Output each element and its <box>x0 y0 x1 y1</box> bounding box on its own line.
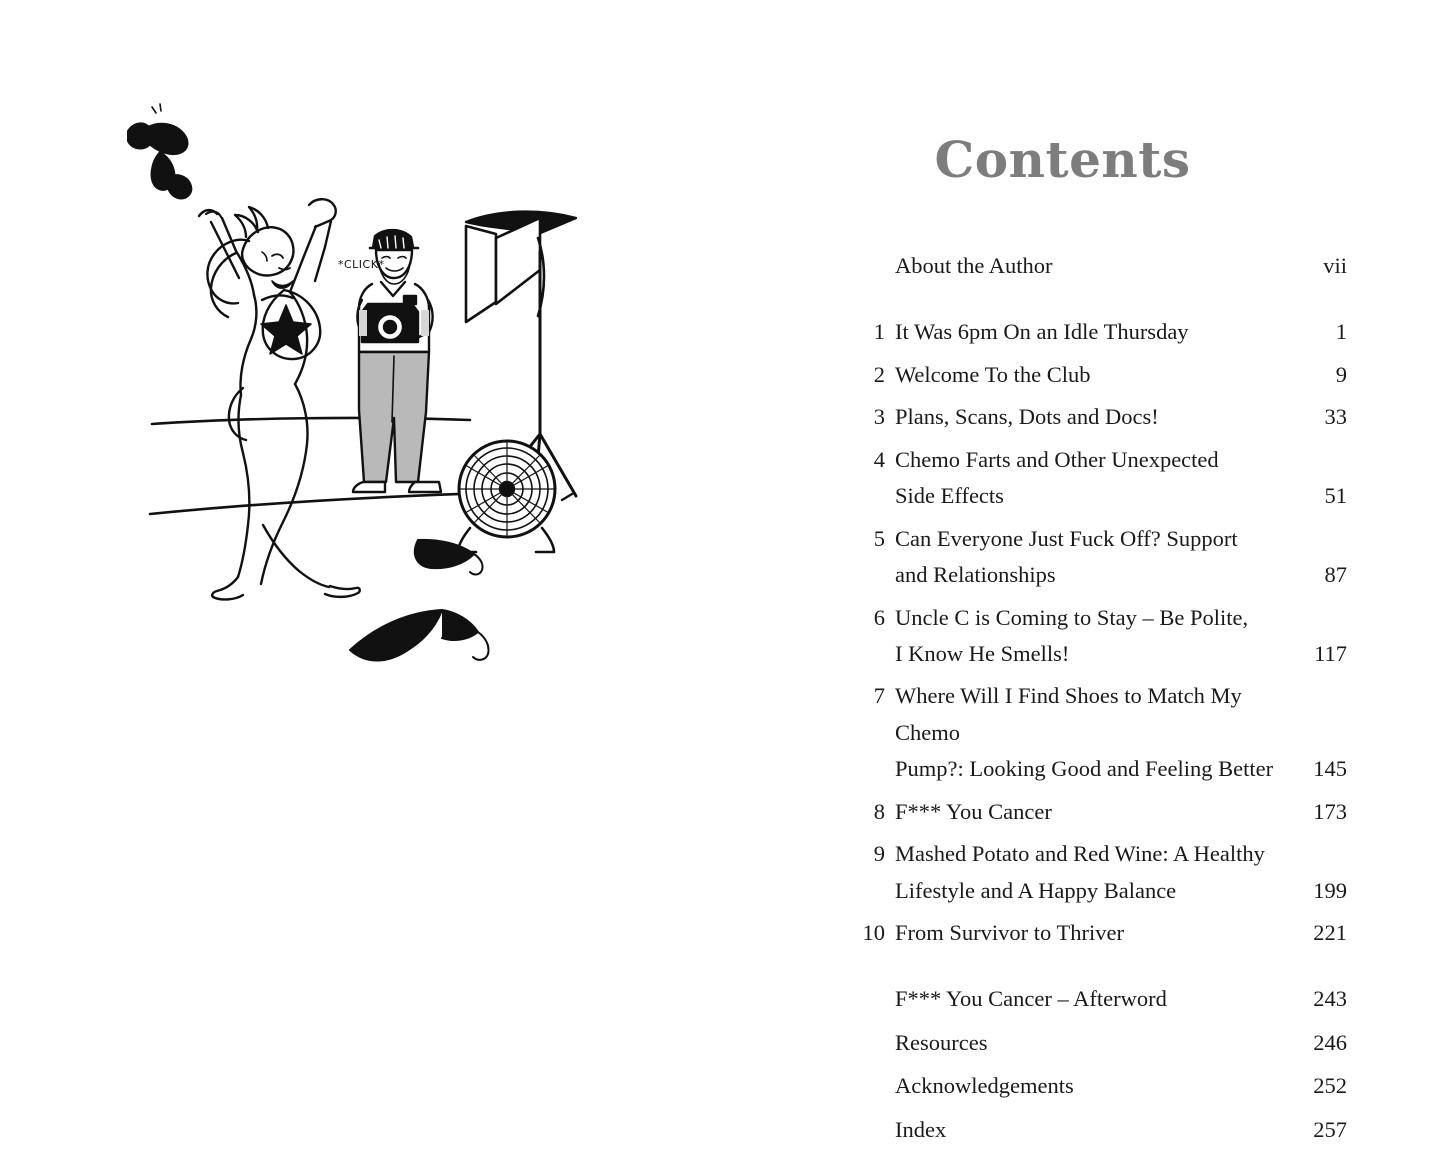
toc-entry-afterword[interactable] <box>855 981 1347 1017</box>
toc-label: From Survivor to Thriver <box>895 920 1124 945</box>
toc-label <box>895 442 1289 515</box>
toc-number: 6 <box>873 604 885 630</box>
toc-label-line-1: Can Everyone Just Fuck Off? Support <box>895 525 1238 551</box>
toc-page-number: 1 <box>1335 319 1347 345</box>
toc-page-number: 33 <box>1324 404 1347 430</box>
toc-entry-chapter-3[interactable] <box>855 399 1347 435</box>
toc-page-number: 252 <box>1313 1073 1347 1099</box>
toc-label: Plans, Scans, Dots and Docs! <box>895 404 1159 430</box>
toc-number: 8 <box>873 798 885 824</box>
toc-label: F*** You Cancer <box>895 798 1052 824</box>
toc-page-number: 145 <box>1313 756 1347 782</box>
toc-label-line-2: Side Effects <box>895 483 1004 509</box>
toc-page-number: 257 <box>1313 1116 1347 1142</box>
toc-page-number: 246 <box>1313 1029 1347 1055</box>
toc-label-line-1: Uncle C is Coming to Stay – Be Polite, <box>895 604 1249 630</box>
toc-number: 5 <box>873 525 885 551</box>
toc-entry-chapter-4[interactable] <box>855 442 1347 515</box>
page-title: Contents <box>934 130 1191 189</box>
toc-number: 4 <box>873 446 885 472</box>
toc-label-line-2: Pump?: Looking Good and Feeling Better <box>895 756 1274 782</box>
click-sound-label: *CLICK* <box>338 258 385 271</box>
bra-throwing-illustration <box>0 0 714 1122</box>
toc-entry-chapter-1[interactable] <box>855 314 1347 350</box>
toc-label <box>895 521 1289 594</box>
toc-number: 2 <box>873 361 885 387</box>
toc-page-number: 221 <box>1313 920 1347 945</box>
toc-entry-chapter-8[interactable] <box>855 794 1347 830</box>
toc-page-number: 87 <box>1324 562 1347 588</box>
table-of-contents <box>855 248 1347 1155</box>
toc-label <box>895 836 1289 909</box>
toc-entry-about-the-author[interactable] <box>855 248 1347 284</box>
toc-label: Index <box>895 1116 947 1142</box>
toc-page-number: 243 <box>1313 986 1347 1012</box>
toc-entry-chapter-5[interactable] <box>855 521 1347 594</box>
toc-page-number: 9 <box>1335 361 1347 387</box>
toc-label: Welcome To the Club <box>895 361 1091 387</box>
toc-label <box>895 678 1289 787</box>
toc-number: 7 <box>873 683 885 709</box>
toc-label: Acknowledgements <box>895 1073 1074 1099</box>
illustration-page <box>0 0 714 1122</box>
toc-label: It Was 6pm On an Idle Thursday <box>895 319 1189 345</box>
toc-entry-chapter-7[interactable] <box>855 678 1347 787</box>
toc-number: 3 <box>873 404 885 430</box>
toc-entry-chapter-6[interactable] <box>855 600 1347 673</box>
toc-page-number: vii <box>1323 253 1347 278</box>
toc-page-number: 199 <box>1313 877 1347 903</box>
toc-entry-chapter-10[interactable] <box>855 915 1347 951</box>
toc-label: About the Author <box>895 253 1053 278</box>
toc-label-line-1: Chemo Farts and Other Unexpected <box>895 446 1219 472</box>
toc-entry-chapter-9[interactable] <box>855 836 1347 909</box>
toc-number: 9 <box>873 841 885 867</box>
toc-entry-index[interactable] <box>855 1112 1347 1148</box>
toc-page-number: 173 <box>1313 798 1347 824</box>
toc-entry-resources[interactable] <box>855 1025 1347 1061</box>
toc-entry-chapter-2[interactable] <box>855 357 1347 393</box>
toc-label-line-2: I Know He Smells! <box>895 640 1070 666</box>
toc-entry-acknowledgements[interactable] <box>855 1068 1347 1104</box>
toc-label-line-2: Lifestyle and A Happy Balance <box>895 877 1177 903</box>
toc-label-line-1: Where Will I Find Shoes to Match My Chemo <box>895 683 1242 745</box>
toc-number: 1 <box>873 319 885 345</box>
toc-label: Resources <box>895 1029 988 1055</box>
toc-back-matter <box>855 981 1347 1148</box>
toc-label <box>895 600 1289 673</box>
toc-page-number: 117 <box>1314 640 1347 666</box>
toc-number: 10 <box>862 920 885 945</box>
toc-label-line-1: Mashed Potato and Red Wine: A Healthy <box>895 841 1265 867</box>
toc-label: F*** You Cancer – Afterword <box>895 986 1167 1012</box>
contents-page <box>714 0 1429 1142</box>
toc-page-number: 51 <box>1324 483 1347 509</box>
toc-label-line-2: and Relationships <box>895 562 1056 588</box>
